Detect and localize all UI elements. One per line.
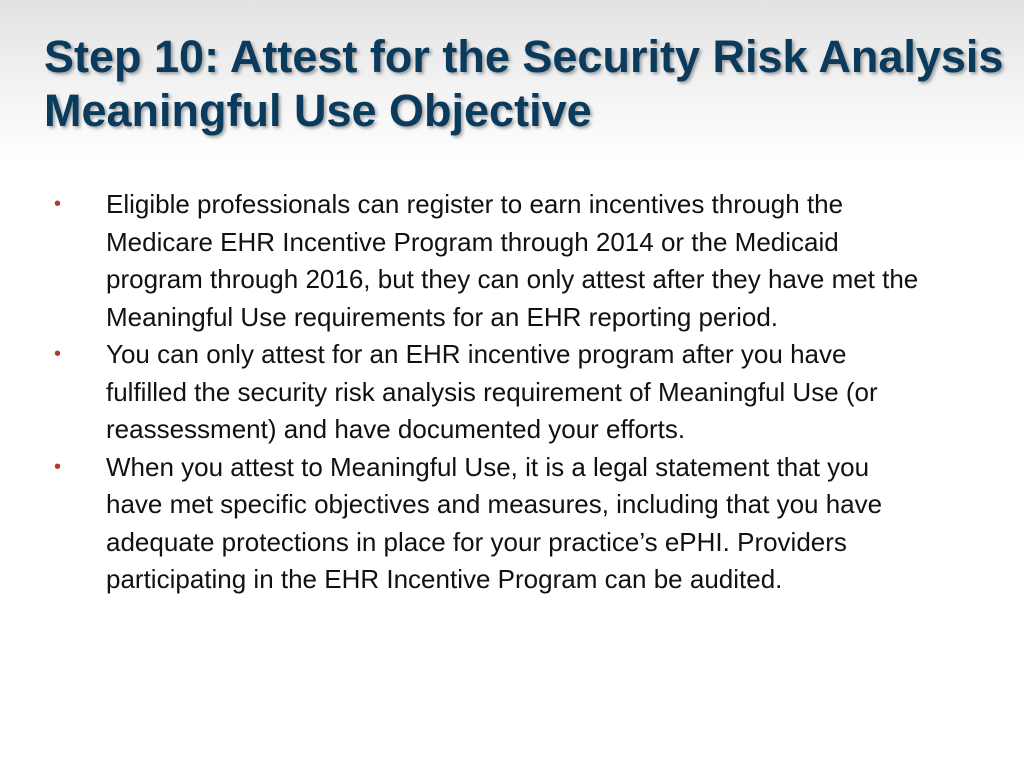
bullet-text: You can only attest for an EHR incentive program after you have fulfilled the security risk analysis requirement of Meaningful Use (or reassessment) and have documented your efforts. [106, 339, 878, 444]
slide-title: Step 10: Attest for the Security Risk Analysis Meaningful Use Objective [44, 31, 1004, 136]
bullet-item [50, 186, 920, 336]
bullet-list [50, 186, 920, 599]
bullet-marker: • [54, 343, 62, 365]
bullet-text: Eligible professionals can register to earn incentives through the Medicare EHR Incentive Program through 2014 or the Medicaid program through 2016, but they can only attest after they have met the Meaningful Use requirements for an EHR reporting period. [106, 189, 919, 332]
bullet-text: When you attest to Meaningful Use, it is a legal statement that you have met specific objectives and measures, including that you have adequate protections in place for your practice’s ePHI. Providers participating in the EHR Incentive Program can be audited. [106, 451, 883, 594]
bullet-item [50, 336, 920, 449]
bullet-marker: • [54, 455, 62, 478]
bullet-item [50, 449, 920, 599]
bullet-marker: • [54, 193, 62, 215]
